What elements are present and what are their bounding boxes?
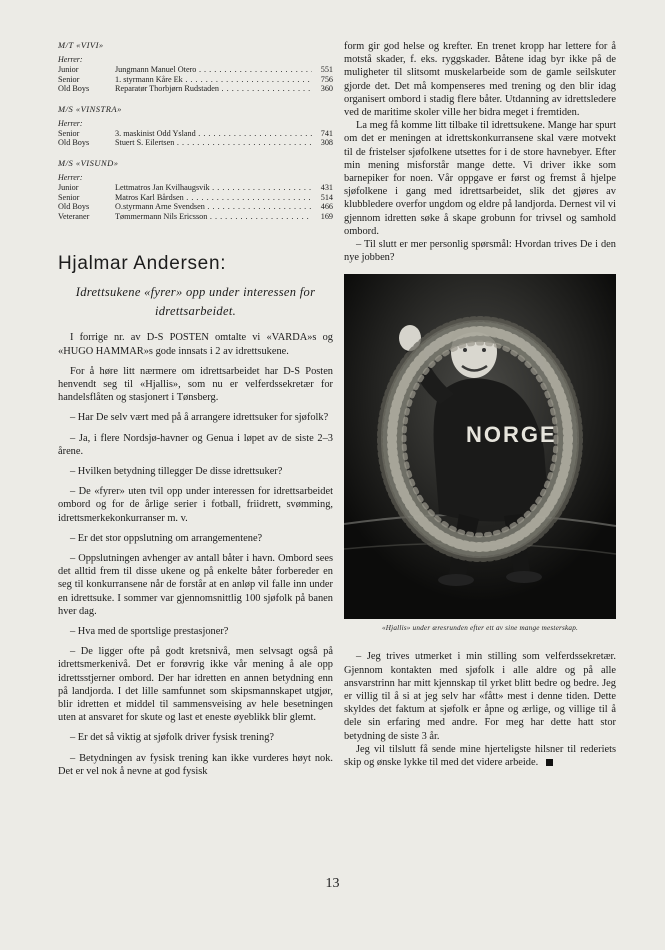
article-paragraph: – Er det så viktig at sjøfolk driver fysisk trening? [70,732,275,744]
result-name: Lettmatros Jan Kvilhaugsvik . . . [115,183,312,193]
result-category: Senior [58,74,80,84]
ship-results [58,158,333,221]
result-name: Jungmann Manuel Otero . . . [115,65,312,75]
skater-photo-illustration [344,274,616,619]
photo-caption: «Hjallis» under æresrunden efter ett av sine mange mesterskap. [382,624,578,633]
result-category: Veteraner [58,211,90,221]
article-paragraph: I forrige nr. av D-S POSTEN omtalte vi «VARDA»s og «HUGO HAMMAR»s gode innsats i 2 av idrettsukene. [58,332,333,357]
article-body-left [58,331,333,778]
result-row [58,202,333,212]
article-paragraph: – Oppslutningen avhenger av antall båter i havn. Ombord sees det alltid frem til disse ukene og på enkelte båter forbereder en seg til konkurransene når de forstår at en anløp vil falle inn under en idrettsuke. I sommer var gjennomsnittlig 100 sjøfolk på banen hver dag. [58,552,333,617]
ship-name: M/S «VISUND» [58,157,119,168]
result-category: Senior [58,192,80,202]
ship-name: M/T «VIVI» [58,40,104,50]
page-number: 13 [325,876,340,891]
result-score: 431 [312,183,333,193]
article-paragraph: – Hva med de sportslige prestasjoner? [70,626,229,637]
result-category: Old Boys [58,138,90,148]
result-category: Old Boys [58,84,90,94]
result-score: 360 [312,84,333,94]
result-score: 308 [312,138,333,148]
result-name: Matros Karl Bårdsen . . . [115,193,312,203]
result-row [58,65,333,75]
result-category: Junior [58,182,79,192]
result-score: 466 [312,202,333,212]
result-score: 756 [312,75,333,85]
result-row [58,183,333,193]
result-score: 169 [312,212,333,222]
result-category: Senior [58,128,80,138]
result-name: Stuert S. Eilertsen . . . [115,138,312,148]
result-name: 3. maskinist Odd Ysland . . . [115,129,312,139]
article-subheadline: Idrettsukene «fyrer» opp under interessen for idrettsarbeidet. [75,285,316,319]
article-paragraph: La meg få komme litt tilbake til idrettsukene. Mange har spurt om det er meningen at idrettskonkurransene skal være motvekt til de fristelser sjøfolkene utsettes for i de store havnebyer. Efter min mening misforstår mange dette. Vi driver ikke som barnepiker for noen. Vår oppgave er først og fremst å hjelpe sjøfolkene i gang med idrettsarbeidet, slik det gjøres av klubbledere overfor ungdom og eldre på landjorda. Dernest vil vi gjennom idretten søke å skape grobunn for trivsel og samhold ombord. [344,120,616,237]
article-paragraph: Jeg vil tilslutt få sende mine hjerteligste hilsner til rederiets skip og ønske lykke til med det videre arbeide. [344,743,616,769]
article-body-right-bottom [344,650,616,769]
result-row [58,138,333,148]
result-row [58,193,333,203]
ship-results [58,40,333,94]
result-row [58,84,333,94]
article-paragraph: – De ligger ofte på godt kretsnivå, men selvsagt også på idrettsmerkenivå. Det er forøvrig ikke vår mening å ale opp idrettsstjerner ombord. Der har idretten en annen betydning enn på landjorda. I det lille samfunnet som skipsmannskapet utgjør, blir idretten et middel til sammensveising av hele besetningen uten at ansvaret for skute og last et eneste øyeblikk blir glemt. [58,646,333,724]
result-score: 741 [312,129,333,139]
article-paragraph: – Jeg trives utmerket i min stilling som velferdssekretær. Gjennom kontakten med sjøfolk i alle aldre og på alle ansvarstrinn har mitt kjennskap til yrket blitt bedre og bedre. Jeg er villig til å si at jeg selv har «fått» mest i denne tiden. Dette skyldes det faktum at sjøfolk er åpne og ærlige, og villige til å dele sin erfaring med andre. For meg har dette hatt stor betydning de siste 3 år. [344,651,616,742]
left-column [58,40,333,785]
category-heading: Herrer: [58,55,83,64]
end-mark-icon [546,759,553,766]
ship-name: M/S «VINSTRA» [58,103,122,114]
result-name: 1. styrmann Kåre Ek . . . [115,75,312,85]
article-paragraph: – Har De selv vært med på å arrangere idrettsuker for sjøfolk? [70,412,329,424]
results-tables [58,40,333,221]
jersey-lettering: NORGE [466,422,557,448]
result-name: Reparatør Thorbjørn Rudstaden . . . [115,84,312,94]
article-paragraph: – Er det stor oppslutning om arrangementene? [70,532,263,544]
result-category: Junior [58,65,79,74]
category-heading: Herrer: [58,172,83,182]
result-category: Old Boys [58,202,90,212]
article-paragraph: form gir god helse og krefter. En trenet kropp har lettere for å motstå skader, f. eks. ryggskader. Båtene idag byr ikke på de muligheter til slitsomt muskelarbeide som de gamle seilskuter gjorde det. Det må kompenseres med trening og den blir idag organisert ombord i stadig flere båter. Utdanning av idrettsledere ved de maritime skoler ville her bidra meget i fremtiden. [344,41,616,119]
article-headline: Hjalmar Andersen: [58,253,227,275]
article-body-right-top [344,40,616,264]
result-name: Tømmermann Nils Ericsson . . . [115,212,312,222]
article-paragraph: For å høre litt nærmere om idrettsarbeidet har D-S Posten henvendt seg til «Hjallis», som nu er velferdssekretær for handelsflåten og stasjonert i Tønsberg. [58,365,333,404]
article-paragraph: – Ja, i flere Nordsjø-havner og Genua i løpet av de siste 2–3 årene. [58,432,333,457]
article-paragraph: – Betydningen av fysisk trening kan ikke vurderes høyt nok. Det er vel nok å nevne at god fysisk [58,752,333,777]
article-paragraph: – Hvilken betydning tillegger De disse idrettsuker? [70,465,283,477]
category-heading: Herrer: [58,118,83,128]
ship-results [58,104,333,148]
result-row [58,129,333,139]
result-score: 514 [312,193,333,203]
result-name: O.styrmann Arne Svendsen . . . [115,202,312,212]
result-score: 551 [312,65,333,75]
article-paragraph: – Til slutt er mer personlig spørsmål: Hvordan trives De i den nye jobben? [344,239,616,264]
result-row [58,212,333,222]
result-row [58,75,333,85]
skater-photo [344,274,616,619]
right-column [344,40,616,769]
article-paragraph: – De «fyrer» uten tvil opp under interessen for idrettsarbeidet ombord og for de årlige serier i fotball, friidrett, svømming, idrettsmerkekonkurranser m. v. [58,486,333,524]
